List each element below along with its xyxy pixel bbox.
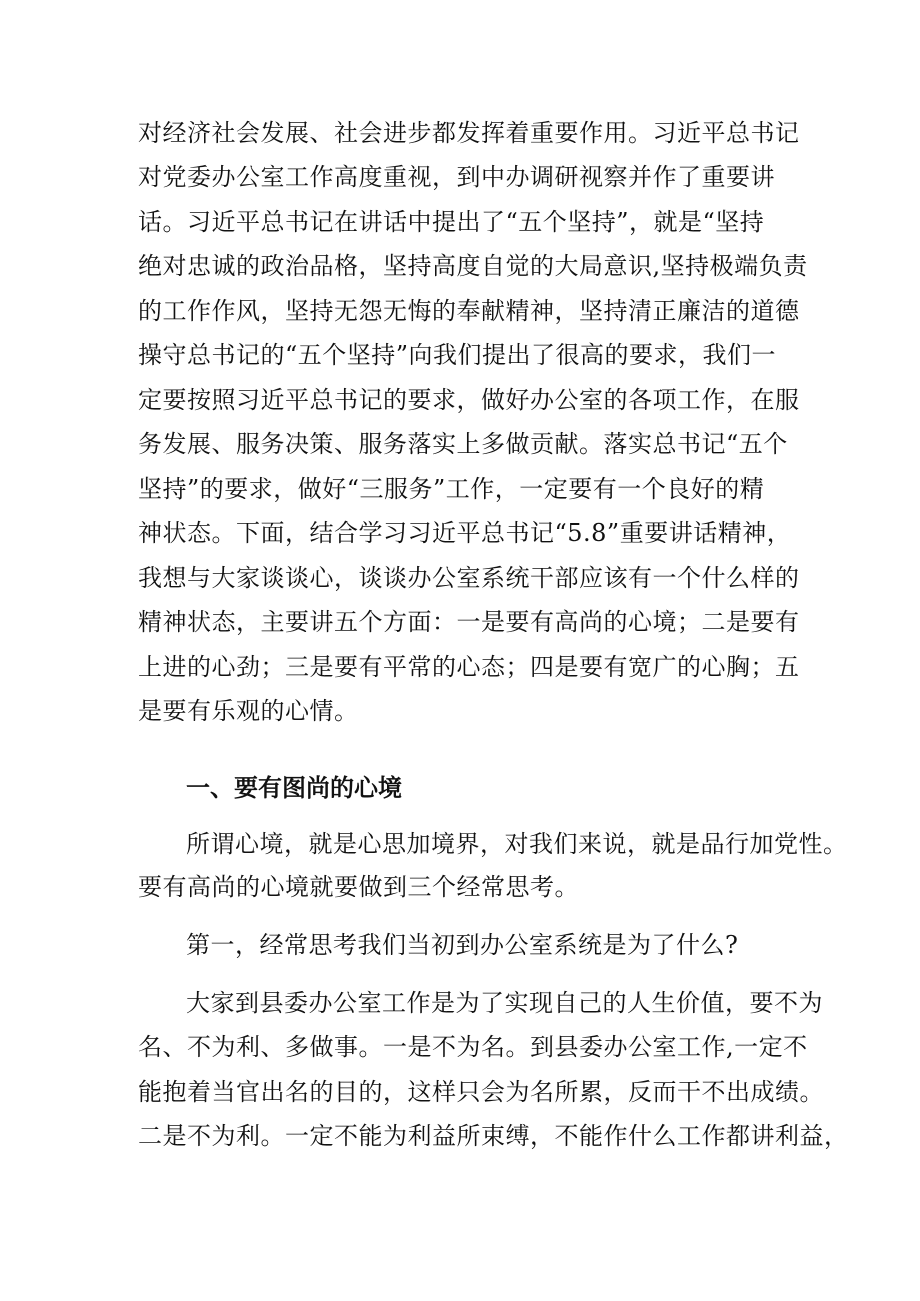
paragraph-line: 是要有乐观的心情。 [138,697,359,725]
paragraph-line: 对党委办公室工作高度重视，到中办调研视察并作了重要讲 [138,163,775,191]
body-line: 所谓心境，就是心思加境界，对我们来说，就是品行加党性。 [186,830,848,858]
paragraph-line: 话。习近平总书记在讲话中提出了“五个坚持”，就是“坚持 [138,208,765,236]
paragraph-line: 神状态。下面，结合学习习近平总书记“5.8”重要讲话精神， [138,519,792,547]
body-line: 二是不为利。一定不能为利益所束缚，不能作什么工作都讲利益， [138,1122,849,1150]
paragraph-line: 坚持”的要求，做好“三服务”工作，一定要有一个良好的精 [138,475,765,503]
body-line: 第一，经常思考我们当初到办公室系统是为了什么? [186,931,739,959]
paragraph-line: 绝对忠诚的政治品格，坚持高度自觉的大局意识,坚持极端负责 [138,252,808,280]
paragraph-line: 务发展、服务决策、服务落实上多做贡献。落实总书记“五个 [138,430,788,458]
body-line: 能抱着当官出名的目的，这样只会为名所累，反而干不出成绩。 [138,1078,824,1106]
paragraph-line: 我想与大家谈谈心，谈谈办公室系统干部应该有一个什么样的 [138,564,800,592]
body-line: 要有高尚的心境就要做到三个经常思考。 [138,873,579,901]
paragraph-line: 对经济社会发展、社会进步都发挥着重要作用。习近平总书记 [138,119,800,147]
paragraph-line: 定要按照习近平总书记的要求，做好办公室的各项工作，在服 [138,386,800,414]
paragraph-line: 的工作作风，坚持无怨无悔的奉献精神，坚持清正廉洁的道德 [138,297,800,325]
body-line: 大家到县委办公室工作是为了实现自己的人生价值，要不为 [186,989,823,1017]
paragraph-line: 上进的心劲；三是要有平常的心态；四是要有宽广的心胸；五 [138,653,800,681]
paragraph-line: 操守总书记的“五个坚持”向我们提出了很高的要求，我们一 [138,341,777,369]
section-heading: 一、要有图尚的心境 [186,774,402,802]
body-line: 名、不为利、多做事。一是不为名。到县委办公室工作,一定不 [138,1033,808,1061]
paragraph-line: 精神状态，主要讲五个方面：一是要有高尚的心境；二是要有 [138,608,800,636]
